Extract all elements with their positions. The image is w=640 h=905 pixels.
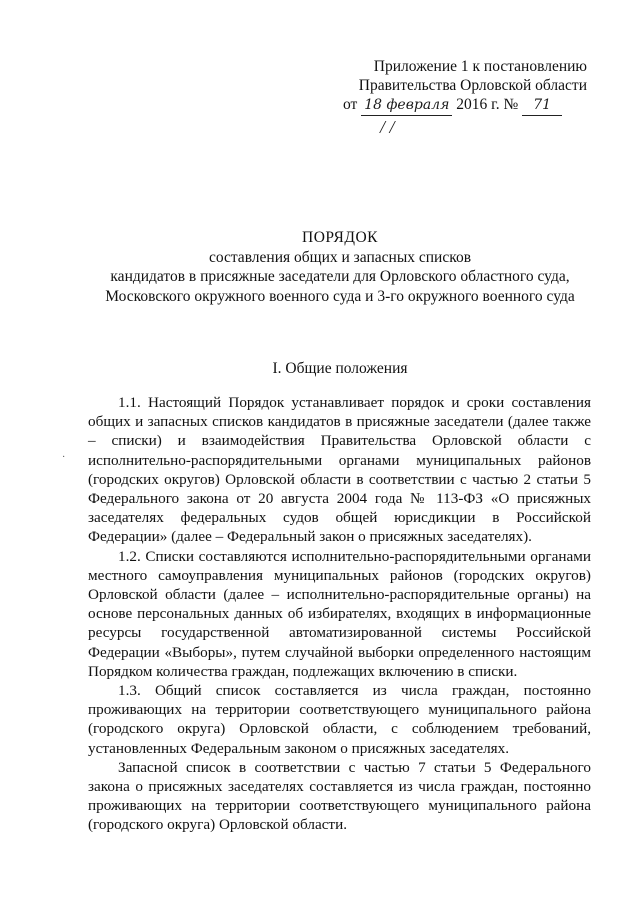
paragraph-1-1: 1.1. Настоящий Порядок устанавливает порядок и сроки составления общих и запасных списков кандидатов в присяжные заседатели (далее также – списки) и взаимодействия Правительства Орловской области с исполнительно-распорядительными органами муниципальных районов (городских округов) Орловской области в соответствии с частью 2 статьи 5 Федерального закона от 20 августа 2004 года № 113-ФЗ «О присяжных заседателях федеральных судов общей юрисдикции в Российской Федерации» (далее – Федеральный закон о присяжных заседателях).	[88, 394, 591, 546]
date-prefix: от	[343, 96, 358, 113]
handwritten-number: 71	[522, 96, 562, 116]
paragraph-reserve-list: Запасной список в соответствии с частью 7 статьи 5 Федерального закона о присяжных заседателях составляется из числа граждан, постоянно проживающих на территории соответствующего муниципального района (городского округа) Орловской области.	[88, 758, 591, 834]
document-body	[88, 393, 591, 835]
heading-line-2: кандидатов в присяжные заседатели для Орловского областного суда,	[110, 268, 570, 285]
section-title: I. Общие положения	[272, 360, 408, 377]
paragraph-1-2: 1.2. Списки составляются исполнительно-распорядительными органами местного самоуправления муниципальных районов (городских округов) Орловской области (далее – исполнительно-распорядительные органы) на основе персональных данных об избирателях, входящих в информационные ресурсы государственной автоматизированной системы Российской Федерации «Выборы», путем случайной выборки определенного настоящим Порядком количества граждан, подлежащих включению в списки.	[88, 547, 591, 680]
document-heading	[100, 228, 580, 306]
handwritten-slashes: / /	[380, 117, 395, 137]
approval-date-line	[337, 95, 587, 116]
heading-line-1: составления общих и запасных списков	[208, 248, 472, 266]
paragraph-1-3: 1.3. Общий список составляется из числа граждан, постоянно проживающих на территории соответствующего муниципального района (городского округа) Орловской области, с соблюдением требований, установленных Федеральным законом о присяжных заседателях.	[88, 682, 591, 757]
year-text: 2016 г. №	[456, 96, 519, 113]
heading-line-3: Московского окружного военного суда и 3-го окружного военного суда	[105, 287, 575, 305]
handwritten-date: 18 февраля	[361, 96, 452, 116]
approval-line-2: Правительства Орловской области	[358, 77, 587, 94]
margin-mark: ·	[62, 452, 66, 463]
document-title: ПОРЯДОК	[302, 229, 378, 246]
approval-block	[337, 57, 587, 116]
approval-line-1: Приложение 1 к постановлению	[373, 58, 587, 75]
